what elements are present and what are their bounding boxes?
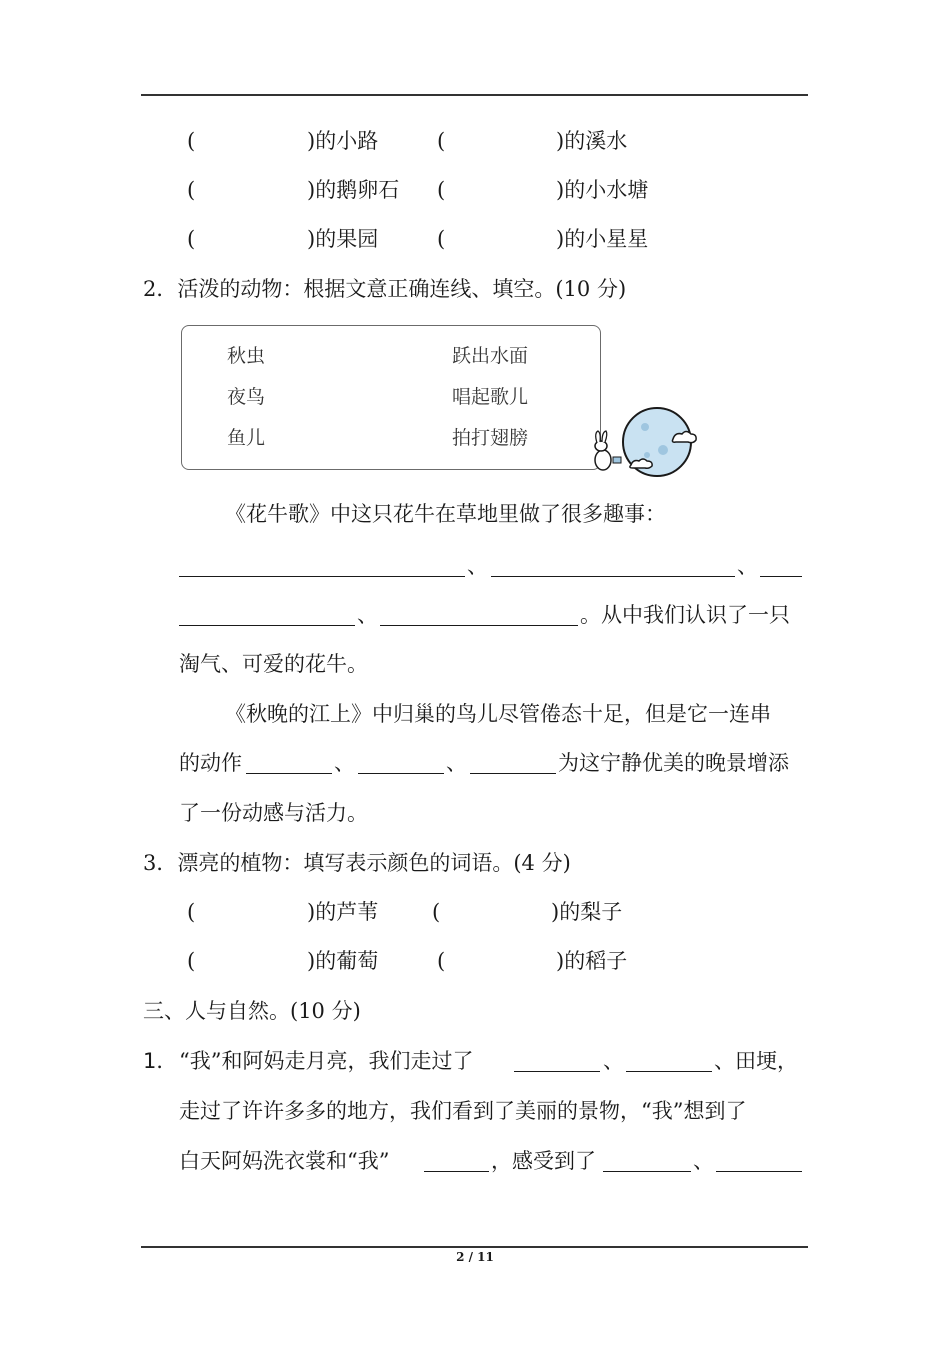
text-line: 了一份动感与活力。: [179, 801, 368, 825]
answer-blank[interactable]: [716, 1171, 802, 1172]
paren-open: (: [187, 900, 196, 924]
answer-blank[interactable]: [470, 773, 556, 774]
phrase: )的芦苇: [307, 900, 379, 924]
match-right-item[interactable]: 跃出水面: [452, 345, 529, 367]
paren-open: (: [437, 178, 446, 202]
answer-blank[interactable]: [424, 1171, 489, 1172]
match-right-item[interactable]: 拍打翅膀: [452, 427, 529, 449]
separator: 、: [467, 554, 488, 578]
answer-blank[interactable]: [380, 625, 578, 626]
moon-rabbit-illustration: [585, 405, 705, 485]
question-3-title: 3．漂亮的植物：填写表示颜色的词语。(4 分): [143, 851, 571, 875]
paragraph-huaniu: 《花牛歌》中这只花牛在草地里做了很多趣事：: [225, 502, 666, 526]
separator: 、: [446, 751, 467, 775]
phrase: )的小路: [307, 129, 379, 153]
paren-open: (: [437, 949, 446, 973]
separator: 、: [737, 554, 758, 578]
answer-blank[interactable]: [491, 576, 735, 577]
text-fragment: 、田埂，: [714, 1049, 798, 1073]
paragraph-qiuwan: 《秋晚的江上》中归巢的鸟儿尽管倦态十足，但是它一连串: [225, 702, 771, 726]
text-line: 走过了许许多多的地方，我们看到了美丽的景物，“我”想到了: [179, 1099, 747, 1123]
answer-blank[interactable]: [246, 773, 332, 774]
answer-blank[interactable]: [603, 1171, 691, 1172]
answer-blank[interactable]: [179, 625, 355, 626]
phrase: )的小星星: [556, 227, 649, 251]
page-number: 2 / 11: [456, 1250, 494, 1264]
matching-box: [181, 325, 601, 470]
paren-open: (: [437, 129, 446, 153]
text-fragment: 为这宁静优美的晚景增添: [558, 751, 789, 775]
match-left-item[interactable]: 鱼儿: [227, 427, 266, 449]
text-fragment: 白天阿妈洗衣裳和“我”: [179, 1149, 390, 1173]
text-fragment: “我”和阿妈走月亮，我们走过了: [179, 1049, 474, 1073]
match-right-item[interactable]: 唱起歌儿: [452, 386, 529, 408]
paren-open: (: [187, 949, 196, 973]
answer-blank[interactable]: [514, 1071, 600, 1072]
separator: 、: [334, 751, 355, 775]
phrase: )的果园: [307, 227, 379, 251]
phrase: )的梨子: [551, 900, 623, 924]
answer-blank[interactable]: [626, 1071, 712, 1072]
separator: 、: [603, 1049, 624, 1073]
text-fragment: 的动作: [179, 751, 242, 775]
text-fragment: ，感受到了: [491, 1149, 596, 1173]
match-left-item[interactable]: 秋虫: [227, 345, 266, 367]
paren-open: (: [432, 900, 441, 924]
paren-open: (: [437, 227, 446, 251]
rabbit-icon: [595, 431, 621, 470]
separator: 、: [357, 603, 378, 627]
paren-open: (: [187, 129, 196, 153]
answer-blank[interactable]: [358, 773, 444, 774]
answer-blank[interactable]: [179, 576, 465, 577]
text-fragment: 。从中我们认识了一只: [580, 603, 790, 627]
top-rule: [141, 94, 808, 96]
phrase: )的稻子: [556, 949, 628, 973]
phrase: )的鹅卵石: [307, 178, 400, 202]
question-number: 1．: [143, 1049, 178, 1073]
section-3-title: 三、人与自然。(10 分): [143, 999, 361, 1023]
bottom-rule: [141, 1246, 808, 1248]
text-line: 淘气、可爱的花牛。: [179, 652, 368, 676]
phrase: )的葡萄: [307, 949, 379, 973]
question-2-title: 2．活泼的动物：根据文意正确连线、填空。(10 分): [143, 277, 627, 301]
paren-open: (: [187, 227, 196, 251]
answer-blank[interactable]: [760, 576, 802, 577]
match-left-item[interactable]: 夜鸟: [227, 386, 266, 408]
phrase: )的溪水: [556, 129, 628, 153]
phrase: )的小水塘: [556, 178, 649, 202]
paren-open: (: [187, 178, 196, 202]
separator: 、: [693, 1149, 714, 1173]
